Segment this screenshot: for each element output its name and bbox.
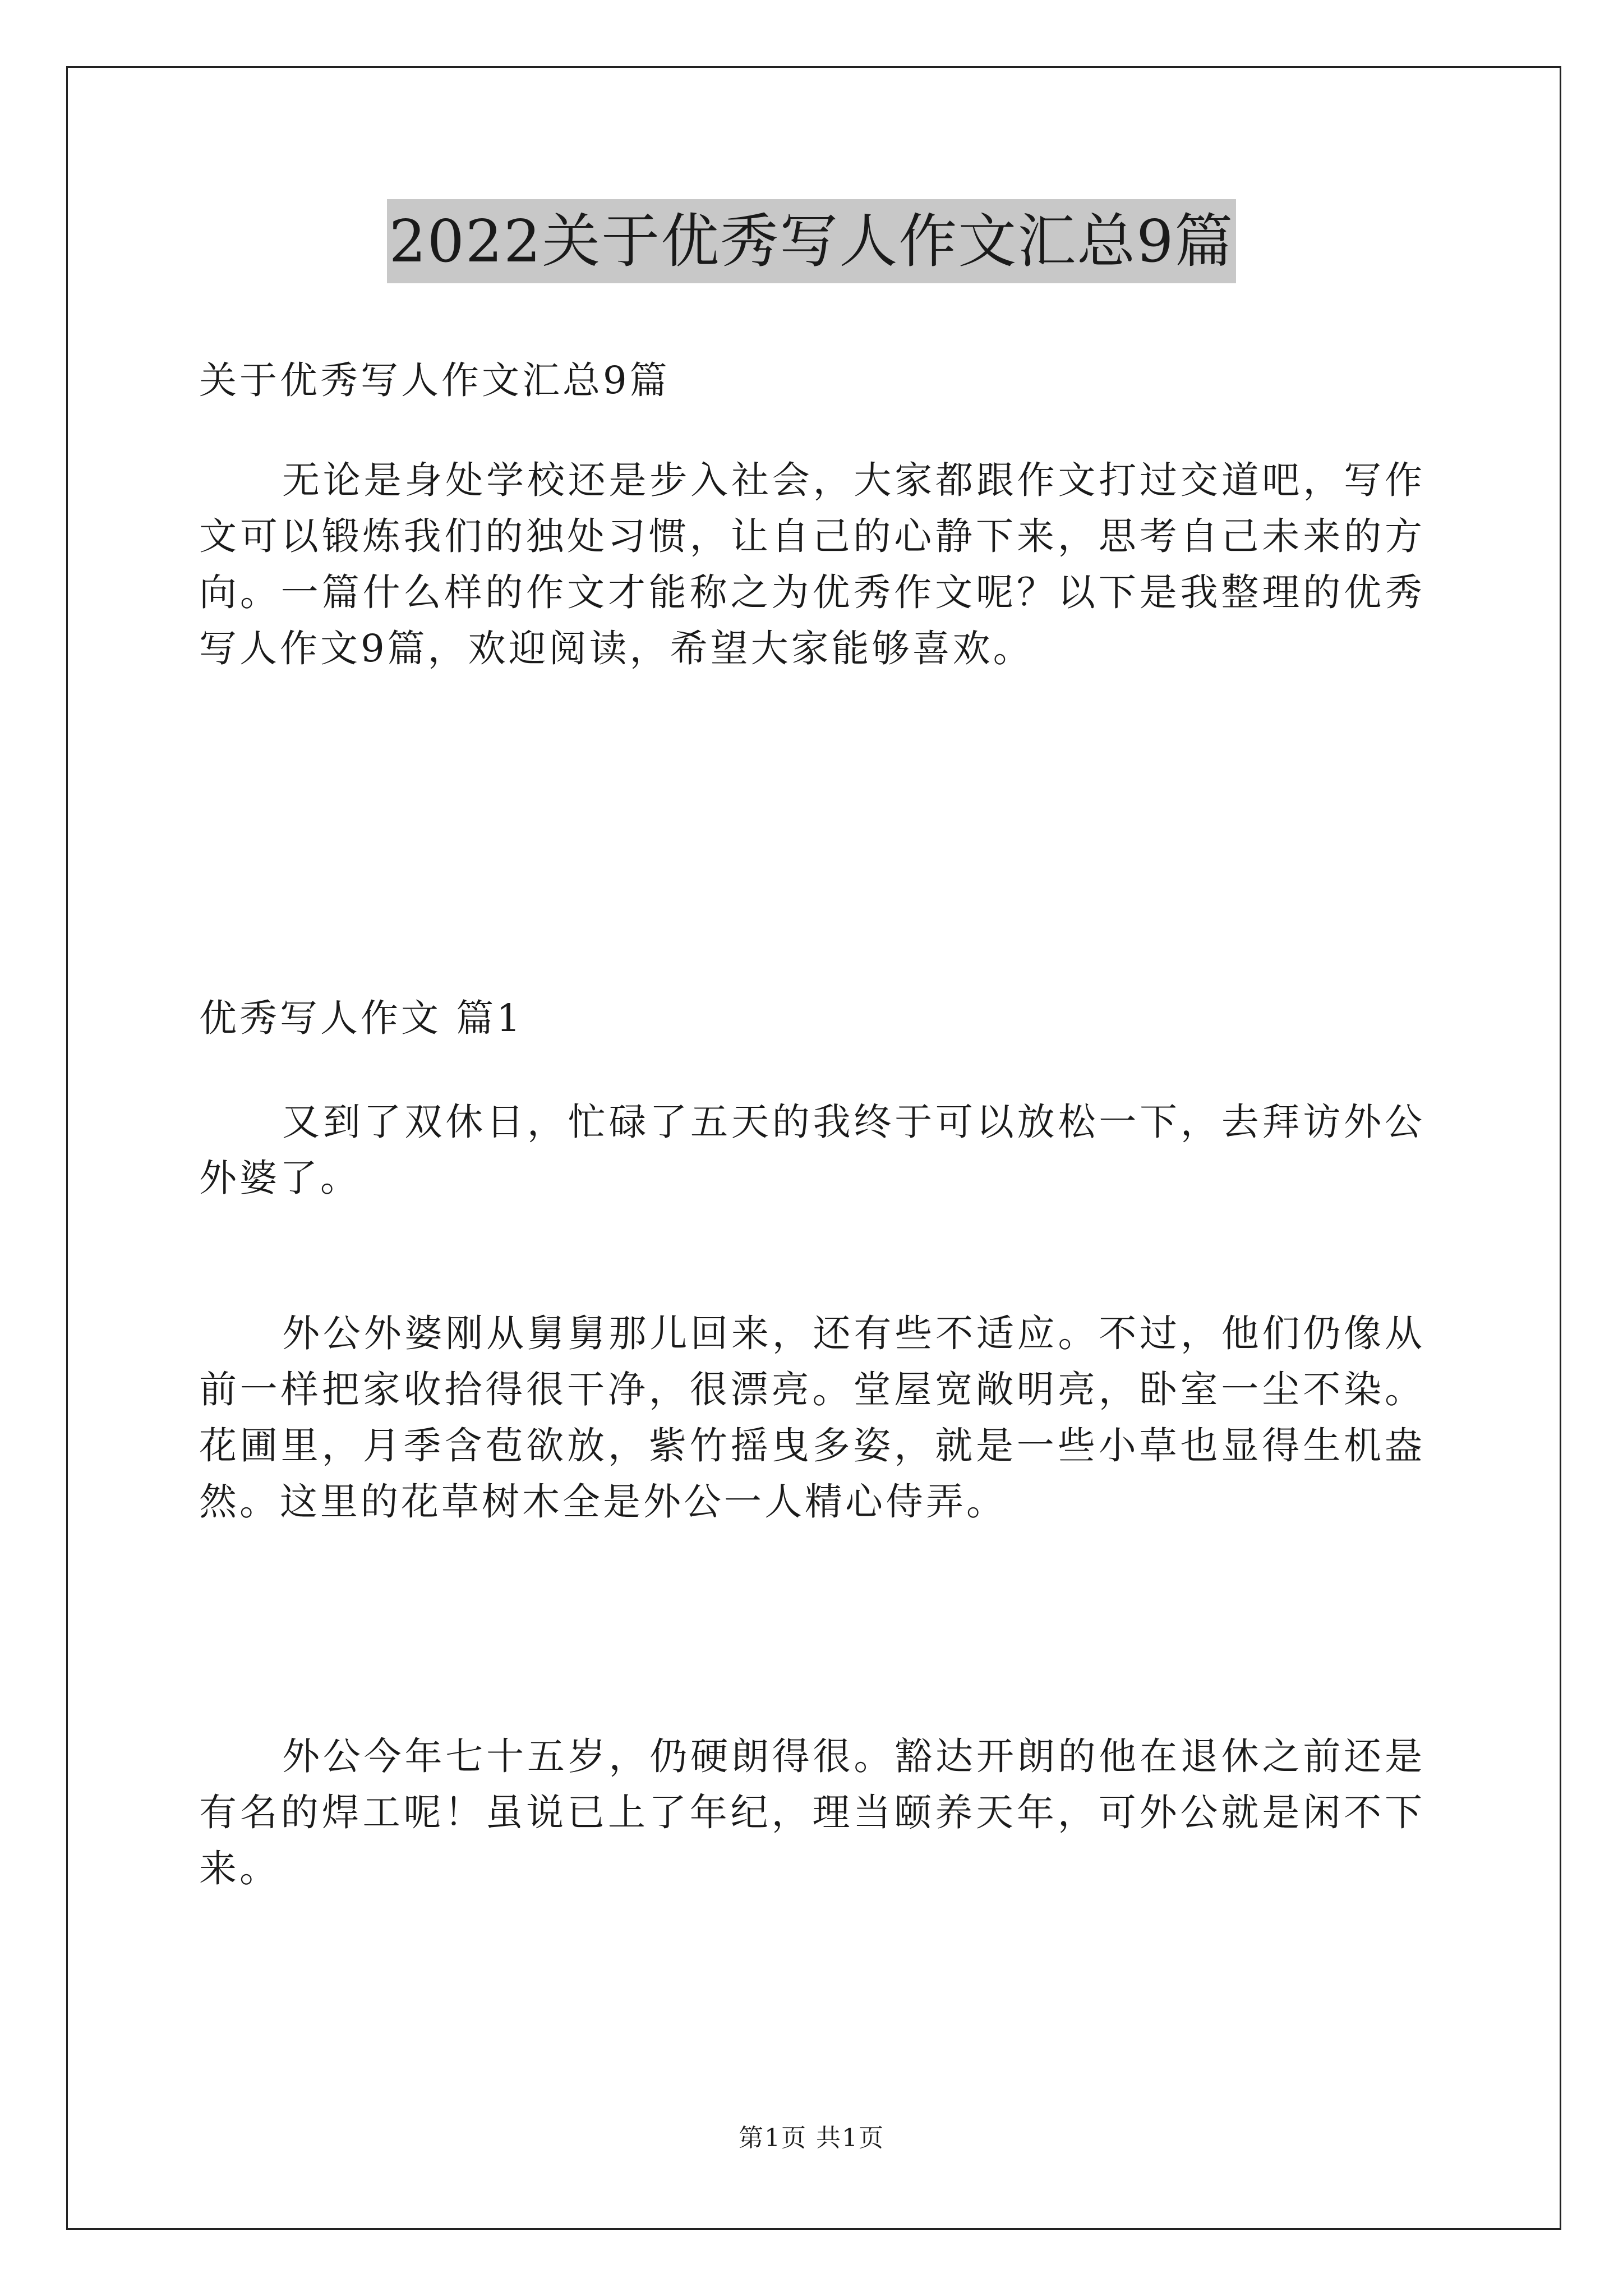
paragraph-3: 外公今年七十五岁，仍硬朗得很。豁达开朗的他在退休之前还是有名的焊工呢！虽说已上了年纪，理当颐养天年，可外公就是闲不下来。	[199, 1734, 1425, 1890]
page-footer: 第1页 共1页	[739, 2124, 884, 2152]
document-title: 2022关于优秀写人作文汇总9篇	[387, 199, 1237, 283]
paragraph-2: 外公外婆刚从舅舅那儿回来，还有些不适应。不过，他们仍像从前一样把家收拾得很干净，很漂亮。堂屋宽敞明亮，卧室一尘不染。花圃里，月季含苞欲放，紫竹摇曳多姿，就是一些小草也显得生机盎然。这里的花草树木全是外公一人精心侍弄。	[199, 1312, 1425, 1524]
document-subtitle: 关于优秀写人作文汇总9篇	[199, 358, 670, 402]
intro-paragraph: 无论是身处学校还是步入社会，大家都跟作文打过交道吧，写作文可以锻炼我们的独处习惯，让自己的心静下来，思考自己未来的方向。一篇什么样的作文才能称之为优秀作文呢？以下是我整理的优秀写人作文9篇，欢迎阅读，希望大家能够喜欢。	[199, 458, 1425, 670]
paragraph-1: 又到了双休日，忙碌了五天的我终于可以放松一下，去拜访外公外婆了。	[199, 1100, 1425, 1200]
title-container	[0, 199, 1623, 283]
section-heading: 优秀写人作文 篇1	[199, 996, 523, 1040]
